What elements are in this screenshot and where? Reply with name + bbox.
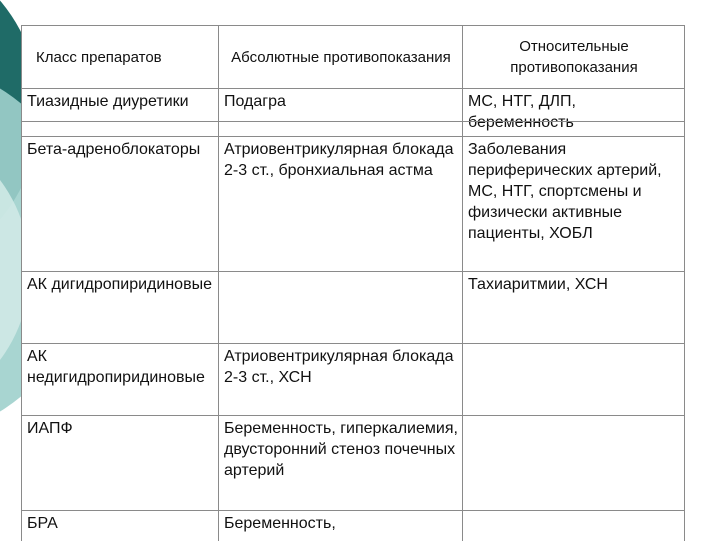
- row-divider: [21, 121, 684, 122]
- drug-class-cell: БРА: [22, 511, 219, 541]
- absolute-cell: Подагра: [219, 89, 463, 137]
- drug-class-cell: Бета-адреноблокаторы: [22, 137, 219, 272]
- header-relative: Относительные противопоказания: [463, 26, 685, 89]
- drug-class-cell: Тиазидные диуретики: [22, 89, 219, 137]
- absolute-cell: [219, 272, 463, 344]
- table-row: [22, 344, 685, 416]
- relative-cell: Заболевания периферических артерий, МС, НТГ, спортсмены и физически активные пациенты, ХОБЛ: [463, 137, 685, 272]
- absolute-cell: Атриовентрикулярная блокада 2-3 ст., ХСН: [219, 344, 463, 416]
- relative-cell: [463, 344, 685, 416]
- drug-class-cell: АК недигидропиридиновые: [22, 344, 219, 416]
- header-drug-class: Класс препаратов: [22, 26, 219, 89]
- absolute-cell: Беременность,: [219, 511, 463, 541]
- relative-cell: Тахиаритмии, ХСН: [463, 272, 685, 344]
- header-absolute: Абсолютные противопоказания: [219, 26, 463, 89]
- relative-cell: [463, 416, 685, 511]
- table-row: [22, 511, 685, 541]
- relative-cell: [463, 511, 685, 541]
- table-row: [22, 416, 685, 511]
- table-row: [22, 137, 685, 272]
- absolute-cell: Атриовентрикулярная блокада 2-3 ст., бронхиальная астма: [219, 137, 463, 272]
- drug-class-cell: ИАПФ: [22, 416, 219, 511]
- relative-cell: МС, НТГ, ДЛП, беременность: [463, 89, 685, 137]
- table-row: [22, 272, 685, 344]
- header-row: [22, 26, 685, 89]
- contraindications-table: [21, 25, 685, 541]
- table-row: [22, 89, 685, 137]
- drug-class-cell: АК дигидропиридиновые: [22, 272, 219, 344]
- absolute-cell: Беременность, гиперкалиемия, двусторонний стеноз почечных артерий: [219, 416, 463, 511]
